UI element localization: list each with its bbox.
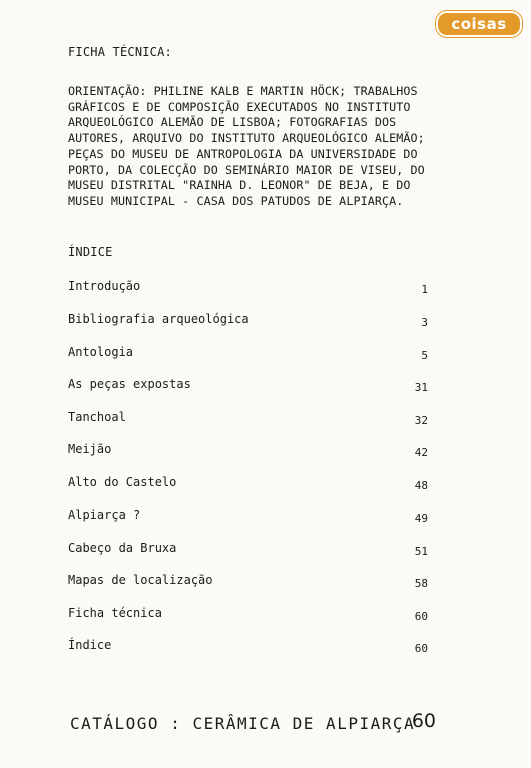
toc-entry-page: 58 — [414, 577, 428, 590]
credits-line: ARQUEOLÓGICO ALEMÃO DE LISBOA; FOTOGRAFIAS DOS — [68, 115, 397, 130]
page-footer — [70, 710, 440, 738]
toc-entry — [68, 377, 428, 397]
credits-line: PEÇAS DO MUSEU DE ANTROPOLOGIA DA UNIVERSIDADE DO — [68, 146, 418, 161]
toc-entry-title: Introdução — [68, 279, 141, 293]
toc-entry-page: 1 — [421, 283, 428, 296]
toc-entry-title: As peças expostas — [68, 377, 191, 391]
indice-heading: ÍNDICE — [68, 245, 113, 259]
toc-entry-page: 3 — [421, 316, 428, 329]
credits-line: ORIENTAÇÃO: PHILINE KALB E MARTIN HÖCK; TRABALHOS — [68, 84, 418, 98]
footer-title: CATÁLOGO : CERÂMICA DE ALPIARÇA — [70, 714, 416, 733]
ficha-tecnica-heading: FICHA TÉCNICA: — [68, 45, 172, 59]
toc-entry-page: 51 — [414, 545, 428, 558]
toc-entry — [68, 573, 428, 593]
toc-entry-title: Antologia — [68, 345, 134, 359]
toc-entry-title: Meijão — [68, 442, 112, 456]
toc-entry — [68, 541, 428, 561]
toc-entry-page: 60 — [414, 642, 428, 655]
credits-paragraph — [68, 84, 440, 210]
toc-entry-title: Alpiarça ? — [68, 508, 141, 522]
toc-entry-title: Cabeço da Bruxa — [68, 541, 177, 555]
toc-entry-page: 49 — [414, 512, 428, 525]
toc-entry — [68, 279, 428, 299]
toc-entry — [68, 475, 428, 495]
toc-entry-title: Mapas de localização — [68, 573, 213, 587]
toc-entry — [68, 638, 428, 658]
toc-entry — [68, 410, 428, 430]
toc-entry-title: Bibliografia arqueológica — [68, 312, 249, 326]
credits-line: MUSEU DISTRITAL "RAINHA D. LEONOR" DE BEJA, E DO — [68, 178, 411, 193]
credits-line: GRÁFICOS E DE COMPOSIÇÃO EXECUTADOS NO INSTITUTO — [68, 99, 411, 114]
toc-entry-page: 48 — [414, 479, 428, 492]
toc-entry — [68, 442, 428, 462]
toc-entry-page: 5 — [421, 349, 428, 362]
toc-entry-page: 42 — [414, 446, 428, 459]
toc-entry-title: Ficha técnica — [68, 606, 162, 620]
toc-entry — [68, 508, 428, 528]
toc-entry-title: Índice — [68, 638, 112, 652]
toc-entry-title: Tanchoal — [68, 410, 126, 424]
credits-line: MUSEU MUNICIPAL - CASA DOS PATUDOS DE ALPIARÇA. — [68, 193, 404, 208]
toc-entry-page: 31 — [414, 381, 428, 394]
toc-entry — [68, 606, 428, 626]
credits-line: PORTO, DA COLECÇÃO DO SEMINÁRIO MAIOR DE VISEU, DO — [68, 162, 425, 177]
toc-entry-page: 32 — [414, 414, 428, 427]
page-number: 60 — [411, 710, 436, 732]
credits-line: AUTORES, ARQUIVO DO INSTITUTO ARQUEOLÓGICO ALEMÃO; — [68, 131, 425, 146]
toc-entry — [68, 312, 428, 332]
toc-entry-page: 60 — [414, 610, 428, 623]
coisas-logo: coisas — [436, 11, 522, 37]
toc-entry-title: Alto do Castelo — [68, 475, 177, 489]
toc-entry — [68, 345, 428, 365]
